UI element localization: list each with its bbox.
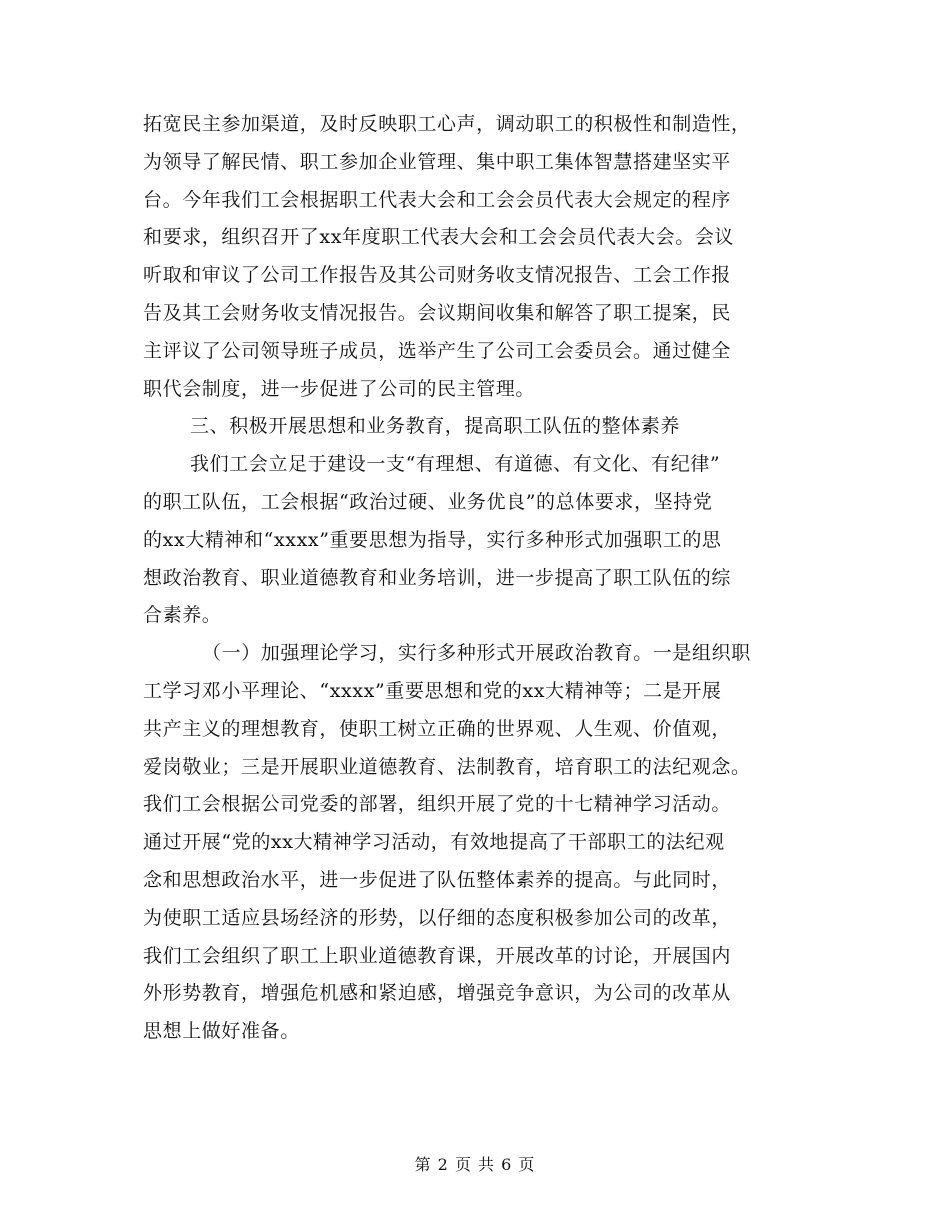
text-line: 的xx大精神和“xxxx”重要思想为指导，实行多种形式加强职工的思 [143, 528, 722, 551]
text-line: 合素养。 [143, 604, 222, 627]
text-line: 拓宽民主参加渠道，及时反映职工心声，调动职工的积极性和制造性， [143, 113, 751, 135]
text-line: 为领导了解民情、职工参加企业管理、集中职工集体智慧搭建坚实平 [143, 150, 732, 173]
text-line: 爱岗敬业；三是开展职业道德教育、法制教育，培育职工的法纪观念。 [143, 755, 751, 778]
text-line: 听取和审议了公司工作报告及其公司财务收支情况报告、工会工作报 [143, 264, 732, 287]
text-line: 职代会制度，进一步促进了公司的民主管理。 [143, 377, 536, 400]
text-line: （一）加强理论学习，实行多种形式开展政治教育。一是组织职 [202, 642, 751, 665]
text-line: 共产主义的理想教育，使职工树立正确的世界观、人生观、价值观， [143, 717, 732, 740]
text-line: 的职工队伍，工会根据“政治过硬、业务优良”的总体要求，坚持党 [143, 490, 713, 513]
text-line: 和要求，组织召开了xx年度职工代表大会和工会会员代表大会。会议 [143, 226, 735, 249]
text-line: 我们工会组织了职工上职业道德教育课，开展改革的讨论，开展国内 [143, 944, 732, 967]
page-number-footer: 第 2 页 共 6 页 [414, 1155, 536, 1174]
text-line: 外形势教育，增强危机感和紧迫感，增强竞争意识，为公司的改革从 [143, 982, 732, 1005]
text-line: 通过开展“党的xx大精神学习活动，有效地提高了干部职工的法纪观 [143, 831, 725, 854]
text-line: 想政治教育、职业道德教育和业务培训，进一步提高了职工队伍的综 [143, 566, 732, 589]
text-line: 念和思想政治水平，进一步促进了队伍整体素养的提高。与此同时， [143, 868, 732, 891]
section-heading: 三、积极开展思想和业务教育，提高职工队伍的整体素养 [190, 415, 681, 438]
text-line: 台。今年我们工会根据职工代表大会和工会会员代表大会规定的程序 [143, 188, 732, 211]
text-line: 告及其工会财务收支情况报告。会议期间收集和解答了职工提案，民 [143, 301, 732, 324]
document-body [143, 106, 813, 1051]
text-line: 工学习邓小平理论、“xxxx”重要思想和党的xx大精神等；二是开展 [143, 679, 722, 702]
text-line: 主评议了公司领导班子成员，选举产生了公司工会委员会。通过健全 [143, 339, 732, 362]
text-line: 思想上做好准备。 [143, 1020, 300, 1043]
text-line: 我们工会根据公司党委的部署，组织开展了党的十七精神学习活动。 [143, 793, 732, 816]
text-line: 我们工会立足于建设一支“有理想、有道德、有文化、有纪律” [190, 453, 721, 476]
text-line: 为使职工适应县场经济的形势，以仔细的态度积极参加公司的改革， [143, 906, 732, 929]
